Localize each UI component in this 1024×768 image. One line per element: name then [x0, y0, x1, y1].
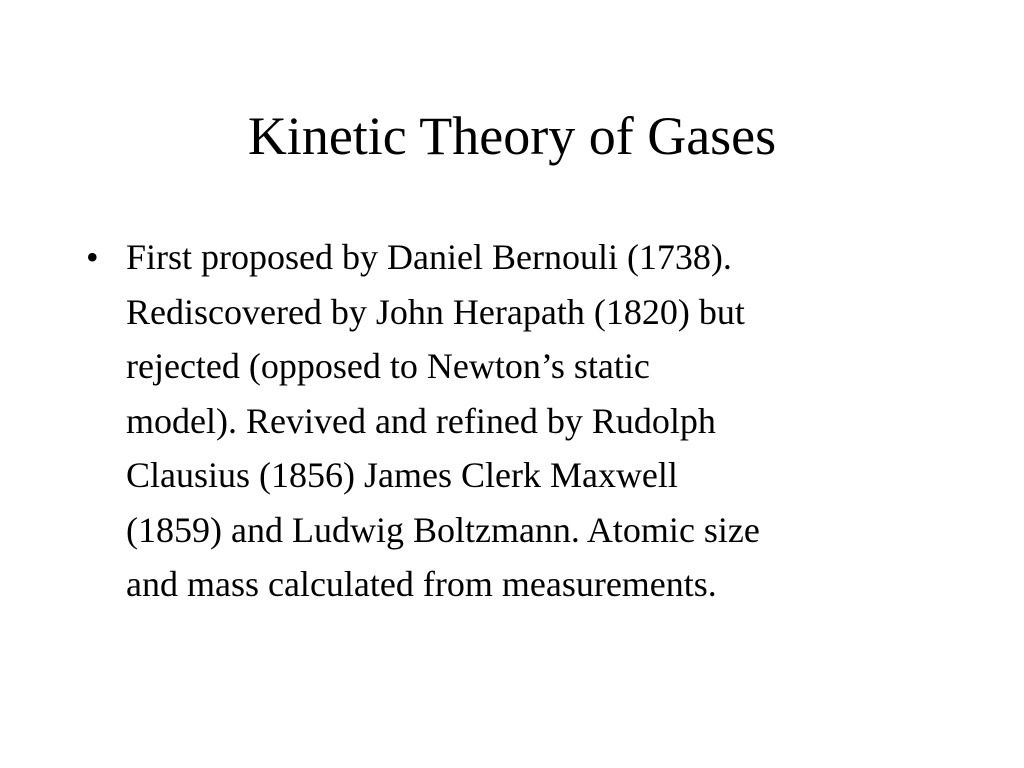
bullet-text-line: rejected (opposed to Newton’s static	[126, 346, 650, 386]
bullet-text	[126, 230, 952, 612]
bullet-text-line: and mass calculated from measurements.	[126, 564, 717, 604]
bullet-text-line: (1859) and Ludwig Boltzmann. Atomic size	[126, 509, 760, 550]
bullet-item	[82, 230, 952, 612]
slide-title: Kinetic Theory of Gases	[247, 106, 777, 166]
bullet-text-line: model). Revived and refined by Rudolph	[126, 400, 716, 441]
bullet-text-line: Rediscovered by John Herapath (1820) but	[126, 291, 745, 332]
bullet-marker: •	[86, 237, 99, 277]
bullet-list	[82, 230, 952, 612]
bullet-text-line: First proposed by Daniel Bernouli (1738).	[126, 237, 732, 277]
bullet-text-line: Clausius (1856) James Clerk Maxwell	[126, 455, 678, 495]
